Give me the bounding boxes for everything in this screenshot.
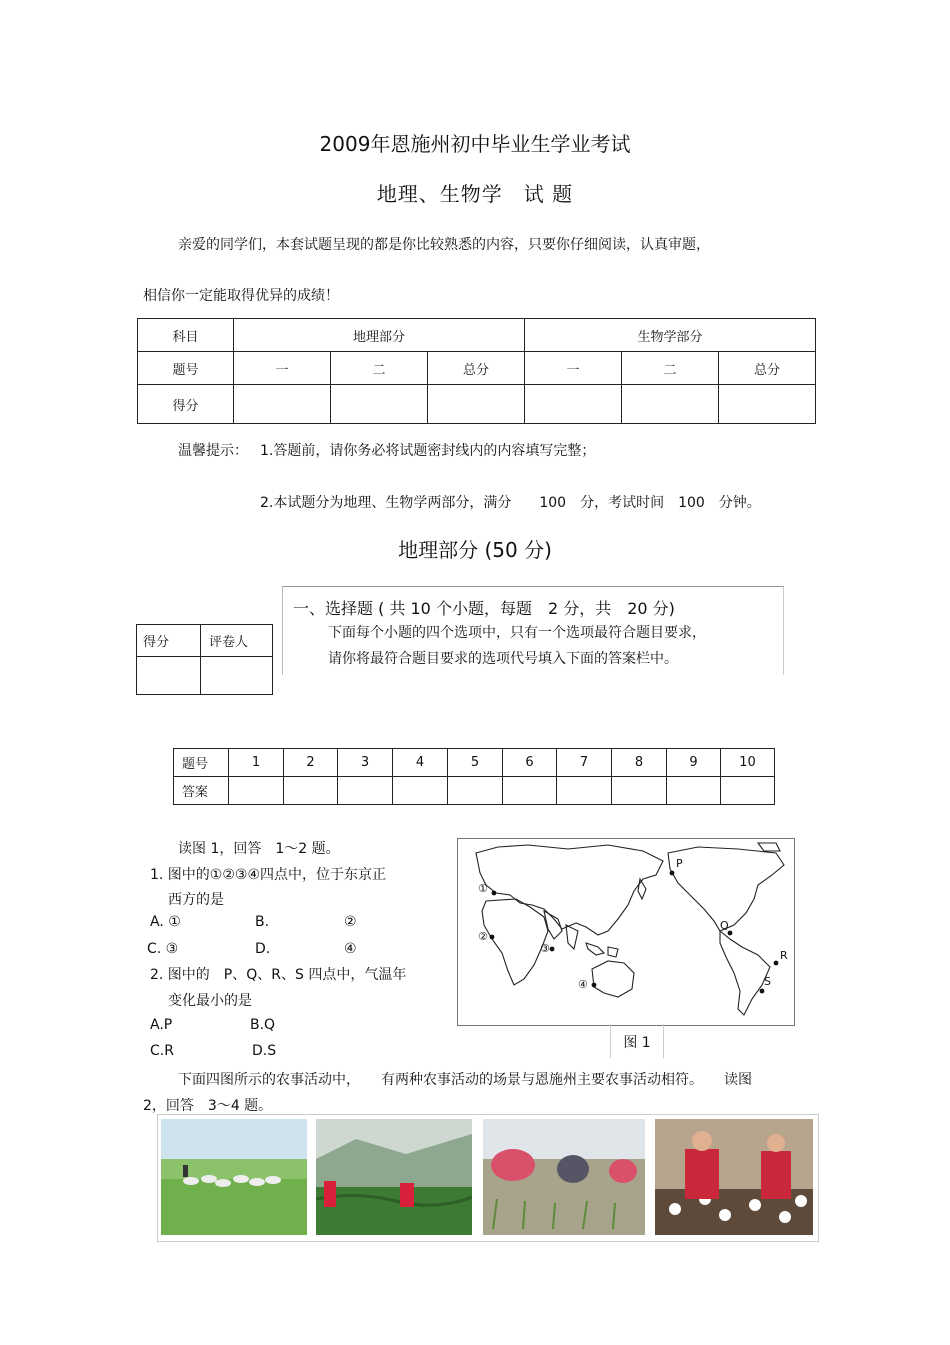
map-label-p: P: [676, 857, 683, 870]
grader-score-cell[interactable]: [137, 657, 201, 695]
photo-grazing: [161, 1119, 307, 1235]
rice-image: [483, 1119, 645, 1235]
bio-one-score[interactable]: [525, 385, 622, 424]
intro-line-2: 相信你一定能取得优异的成绩！: [143, 288, 339, 304]
grader-score-label: 得分: [137, 625, 201, 657]
answer-qno-5: 5: [448, 749, 503, 777]
q1-line-1: 1. 图中的①②③④四点中，位于东京正: [150, 867, 387, 883]
grazing-image: [161, 1119, 307, 1235]
answer-cell-7[interactable]: [557, 777, 612, 805]
map-label-s: S: [764, 975, 771, 988]
answer-label: 答案: [174, 777, 229, 805]
tip-1: 1.答题前，请你务必将试题密封线内的内容填写完整；: [260, 443, 596, 459]
answer-cell-9[interactable]: [667, 777, 721, 805]
farm-photos-strip: [157, 1114, 819, 1242]
map-label-q: Q: [720, 919, 729, 932]
farm-text-line-2: 2，回答 3～4 题。: [143, 1098, 273, 1114]
answer-cell-3[interactable]: [338, 777, 393, 805]
subject-cell: 科目: [138, 319, 234, 352]
answer-cell-2[interactable]: [284, 777, 338, 805]
geo-section-title: 地理部分 (50 分): [398, 538, 552, 562]
answer-qno-2: 2: [284, 749, 338, 777]
answer-cell-5[interactable]: [448, 777, 503, 805]
bio-part-cell: 生物学部分: [525, 319, 816, 352]
bio-total-cell: 总分: [719, 352, 816, 385]
q2-option-c: C.R: [150, 1043, 174, 1059]
map-label-2: ②: [478, 930, 488, 943]
part1-desc-2: 请你将最符合题目要求的选项代号填入下面的答案栏中。: [328, 651, 678, 667]
answer-qno-1: 1: [229, 749, 284, 777]
answer-table: [173, 748, 775, 805]
answer-cell-4[interactable]: [393, 777, 448, 805]
answer-cell-6[interactable]: [503, 777, 557, 805]
bio-total-score[interactable]: [719, 385, 816, 424]
tip-2: 2.本试题分为地理、生物学两部分，满分 100 分，考试时间 100 分钟。: [260, 495, 761, 511]
map-label-1: ①: [478, 882, 488, 895]
score-table: [137, 318, 816, 424]
tips-label: 温馨提示：: [178, 443, 248, 459]
farm-text-line-1: 下面四图所示的农事活动中， 有两种农事活动的场景与恩施州主要农事活动相符。 读图: [178, 1072, 752, 1088]
grader-table: [136, 624, 273, 695]
grader-label: 评卷人: [201, 625, 273, 657]
q1-line-2: 西方的是: [168, 892, 224, 908]
map-label-r: R: [780, 949, 788, 962]
geo-two-cell: 二: [331, 352, 428, 385]
grader-name-cell[interactable]: [201, 657, 273, 695]
read-figure-instruction: 读图 1，回答 1～2 题。: [178, 841, 340, 857]
bio-two-cell: 二: [622, 352, 719, 385]
score-label-cell: 得分: [138, 385, 234, 424]
part1-desc-1: 下面每个小题的四个选项中，只有一个选项最符合题目要求，: [328, 625, 706, 641]
geo-one-cell: 一: [234, 352, 331, 385]
q2-option-d: D.S: [252, 1043, 277, 1059]
answer-qno-9: 9: [667, 749, 721, 777]
q1-option-d: D.: [255, 941, 271, 957]
q1-option-b-value: ②: [344, 914, 357, 930]
photo-cotton-picking: [655, 1119, 813, 1235]
exam-subtitle: 地理、生物学 试 题: [376, 182, 574, 206]
tea-image: [316, 1119, 472, 1235]
intro-line-1: 亲爱的同学们，本套试题呈现的都是你比较熟悉的内容，只要你仔细阅读，认真审题，: [178, 237, 710, 253]
map-label-4: ④: [578, 978, 588, 991]
bio-one-cell: 一: [525, 352, 622, 385]
part1-heading: 一、选择题 ( 共 10 个小题，每题 2 分，共 20 分): [293, 599, 675, 618]
answer-qno-label: 题号: [174, 749, 229, 777]
answer-cell-1[interactable]: [229, 777, 284, 805]
geo-total-cell: 总分: [428, 352, 525, 385]
q1-option-d-value: ④: [344, 941, 357, 957]
world-map-svg: [458, 839, 794, 1025]
answer-qno-10: 10: [721, 749, 775, 777]
geo-total-score[interactable]: [428, 385, 525, 424]
q1-option-b: B.: [255, 914, 270, 930]
q1-option-c: C. ③: [147, 941, 179, 957]
cotton-image: [655, 1119, 813, 1235]
q2-option-b: B.Q: [250, 1017, 276, 1033]
answer-cell-10[interactable]: [721, 777, 775, 805]
photo-tea-picking: [316, 1119, 472, 1235]
geo-one-score[interactable]: [234, 385, 331, 424]
answer-qno-3: 3: [338, 749, 393, 777]
answer-qno-8: 8: [612, 749, 667, 777]
answer-cell-8[interactable]: [612, 777, 667, 805]
photo-rice-planting: [483, 1119, 645, 1235]
q1-option-a: A. ①: [150, 914, 181, 930]
map-label-3: ③: [540, 942, 550, 955]
q2-line-2: 变化最小的是: [168, 993, 252, 1009]
qno-cell: 题号: [138, 352, 234, 385]
answer-qno-7: 7: [557, 749, 612, 777]
bio-two-score[interactable]: [622, 385, 719, 424]
answer-qno-6: 6: [503, 749, 557, 777]
figure-1-caption: 图 1: [610, 1024, 664, 1058]
exam-title: 2009年恩施州初中毕业生学业考试: [319, 132, 631, 156]
geo-part-cell: 地理部分: [234, 319, 525, 352]
answer-qno-4: 4: [393, 749, 448, 777]
world-map-figure: [457, 838, 795, 1026]
q2-line-1: 2. 图中的 P、Q、R、S 四点中，气温年: [150, 967, 407, 983]
q2-option-a: A.P: [150, 1017, 173, 1033]
geo-two-score[interactable]: [331, 385, 428, 424]
